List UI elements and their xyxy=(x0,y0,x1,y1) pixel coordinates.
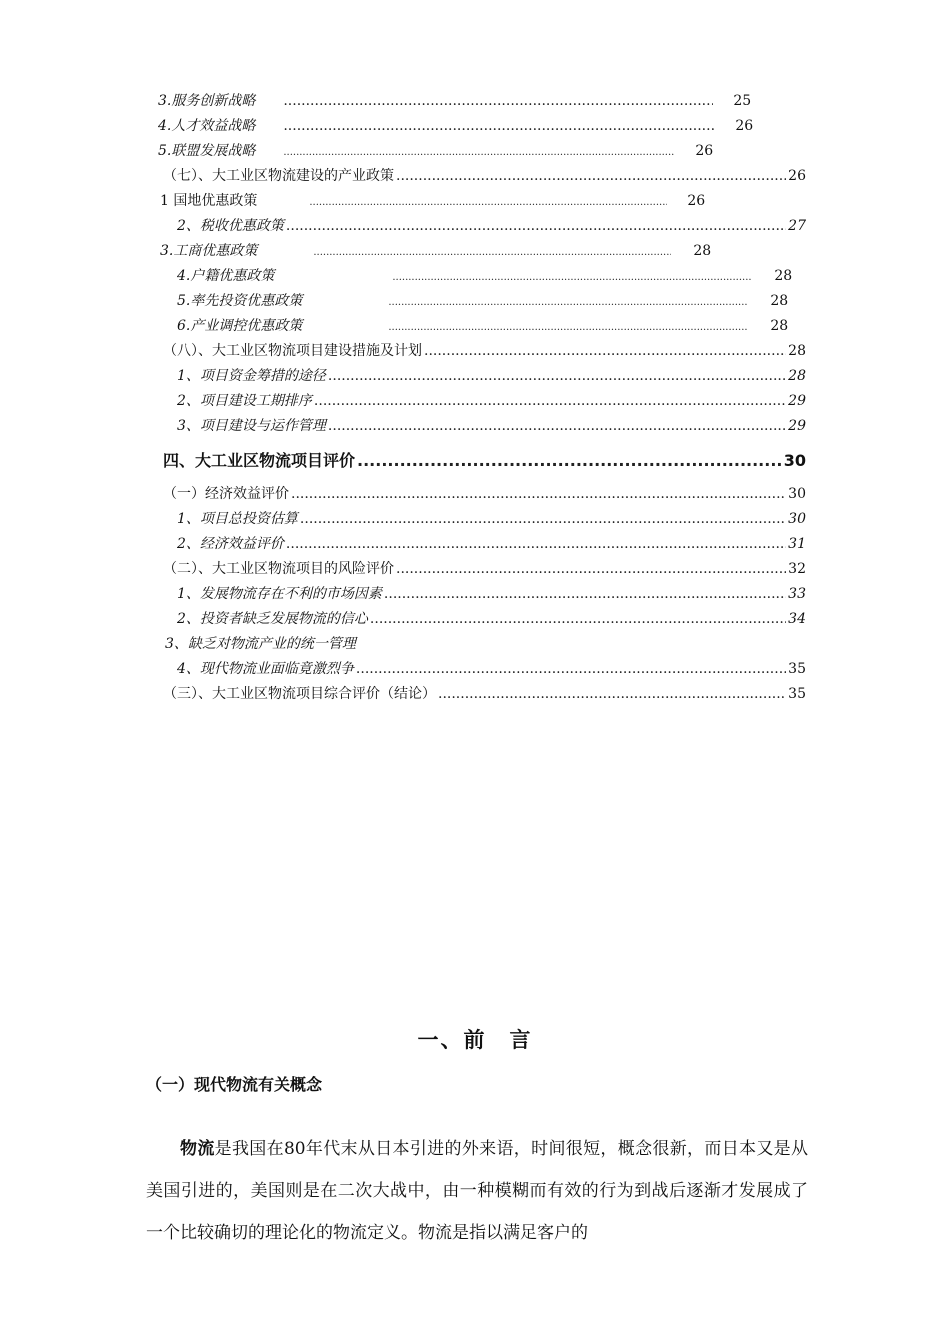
toc-leader xyxy=(384,585,786,603)
toc-entry-page: 28 xyxy=(770,318,789,334)
toc-leader xyxy=(286,217,786,235)
toc-entry-label: 2、投资者缺乏发展物流的信心 xyxy=(177,611,368,627)
toc-entry-page: 35 xyxy=(788,686,806,702)
toc-entry-label: 1、发展物流存在不利的市场因素 xyxy=(177,586,382,602)
toc-entry[interactable] xyxy=(163,167,806,185)
toc-entry-page: 26 xyxy=(788,168,806,184)
toc-entry-label: （二）、大工业区物流项目的风险评价 xyxy=(163,561,394,577)
toc-leader xyxy=(356,660,786,678)
toc-entry-label: 3.服务创新战略 xyxy=(158,93,256,109)
toc-entry-page: 27 xyxy=(788,218,806,234)
toc-entry[interactable] xyxy=(160,242,760,262)
toc-entry-page: 29 xyxy=(788,393,806,409)
para-text: 是我国在80年代末从日本引进的外来语，时间很短，概念很新，而日本又是从美国引进的，美国则是在二次大战中，由一种模糊而有效的行为到战后逐渐才发展成了一个比较确切的理论化的物流定义。物流是指以满足客户的 xyxy=(146,1139,808,1243)
toc-entry-page: 28 xyxy=(788,368,806,384)
toc-entry-label: （三）、大工业区物流项目综合评价（结论） xyxy=(163,686,436,702)
toc-leader xyxy=(328,367,786,385)
toc-entry-label: （一）经济效益评价 xyxy=(163,486,289,502)
toc-entry[interactable] xyxy=(165,635,565,653)
toc-entry-page: 28 xyxy=(770,293,789,309)
toc-leader xyxy=(309,194,667,212)
toc-entry-label: 6.产业调控优惠政策 xyxy=(177,318,303,334)
toc-entry[interactable] xyxy=(177,317,807,337)
toc-leader xyxy=(291,485,786,503)
toc-entry-label: 四、大工业区物流项目评价 xyxy=(163,451,356,470)
toc-leader xyxy=(388,319,748,337)
toc-leader xyxy=(396,167,786,185)
toc-entry-label: 2、项目建设工期排序 xyxy=(177,393,312,409)
toc-entry-label: （八）、大工业区物流项目建设措施及计划 xyxy=(163,343,422,359)
toc-entry-label: 3、项目建设与运作管理 xyxy=(177,418,326,434)
toc-entry[interactable] xyxy=(177,217,806,235)
toc-entry-page: 31 xyxy=(788,536,806,552)
toc-entry-page: 29 xyxy=(788,418,806,434)
toc-entry[interactable] xyxy=(177,267,807,287)
toc-entry-page: 30 xyxy=(788,486,806,502)
toc-entry-label: 2、经济效益评价 xyxy=(177,536,284,552)
toc-leader xyxy=(388,294,748,312)
toc-entry[interactable] xyxy=(177,585,806,603)
toc-entry[interactable] xyxy=(177,535,806,553)
toc-entry-label: 2、税收优惠政策 xyxy=(177,218,284,234)
toc-entry[interactable] xyxy=(163,342,806,360)
toc-entry-page: 26 xyxy=(687,193,706,209)
toc-entry[interactable] xyxy=(177,660,806,678)
toc-leader xyxy=(392,269,752,287)
toc-entry[interactable] xyxy=(177,292,807,312)
toc-entry[interactable] xyxy=(160,192,760,212)
section-subtitle: （一）现代物流有关概念 xyxy=(146,1075,323,1094)
toc-leader xyxy=(396,560,786,578)
toc-entry-label: 1、项目资金筹措的途径 xyxy=(177,368,326,384)
toc-leader xyxy=(283,117,715,135)
toc-entry-label: （七）、大工业区物流建设的产业政策 xyxy=(163,168,394,184)
toc-entry-page: 28 xyxy=(788,343,806,359)
toc-entry-label: 1、项目总投资估算 xyxy=(177,511,298,527)
toc-entry-page: 30 xyxy=(788,511,806,527)
toc-leader xyxy=(424,342,786,360)
toc-entry[interactable] xyxy=(163,560,806,578)
para-term: 物流 xyxy=(180,1139,215,1159)
toc-entry-label: 5.率先投资优惠政策 xyxy=(177,293,303,309)
toc-entry-label: 5.联盟发展战略 xyxy=(158,143,256,159)
toc-leader xyxy=(370,610,786,628)
toc-entry-label: 3.工商优惠政策 xyxy=(160,243,258,259)
toc-entry[interactable] xyxy=(163,685,806,703)
toc-entry-page: 28 xyxy=(693,243,712,259)
toc-entry[interactable] xyxy=(177,367,806,385)
section-title: 一、前 言 xyxy=(417,1028,533,1052)
toc-entry-label: 4、现代物流业面临竟激烈争 xyxy=(177,661,354,677)
toc-entry-page: 34 xyxy=(788,611,806,627)
toc-entry-label: 4.户籍优惠政策 xyxy=(177,268,275,284)
toc-leader xyxy=(314,392,786,410)
toc-entry-page: 28 xyxy=(774,268,793,284)
toc-entry[interactable] xyxy=(163,485,806,503)
toc-entry[interactable] xyxy=(158,142,738,162)
toc-leader xyxy=(438,685,786,703)
toc-leader xyxy=(283,92,713,110)
toc-entry[interactable] xyxy=(177,417,806,435)
toc-leader xyxy=(283,144,675,162)
toc-leader xyxy=(286,535,786,553)
toc-entry[interactable] xyxy=(158,92,768,110)
toc-leader xyxy=(300,510,786,528)
toc-entry-page: 33 xyxy=(788,586,806,602)
toc-entry[interactable] xyxy=(177,510,806,528)
toc-leader xyxy=(357,451,782,471)
toc-entry[interactable] xyxy=(163,451,806,471)
toc-leader xyxy=(313,244,671,262)
toc-entry-page: 26 xyxy=(735,118,754,134)
toc-entry-page: 26 xyxy=(695,143,714,159)
toc-entry[interactable] xyxy=(177,392,806,410)
toc-entry-page: 25 xyxy=(733,93,752,109)
toc-entry-page: 32 xyxy=(788,561,806,577)
toc-entry-page: 35 xyxy=(788,661,806,677)
toc-entry-label: 4.人才效益战略 xyxy=(158,118,256,134)
toc-entry[interactable] xyxy=(177,610,806,628)
toc-leader xyxy=(328,417,786,435)
toc-entry-page: 30 xyxy=(783,451,806,470)
toc-entry-label: 1 国地优惠政策 xyxy=(160,193,258,209)
toc-entry-label: 3、缺乏对物流产业的统一管理 xyxy=(165,636,356,652)
body-paragraph xyxy=(146,1128,808,1254)
toc-entry[interactable] xyxy=(158,117,768,135)
